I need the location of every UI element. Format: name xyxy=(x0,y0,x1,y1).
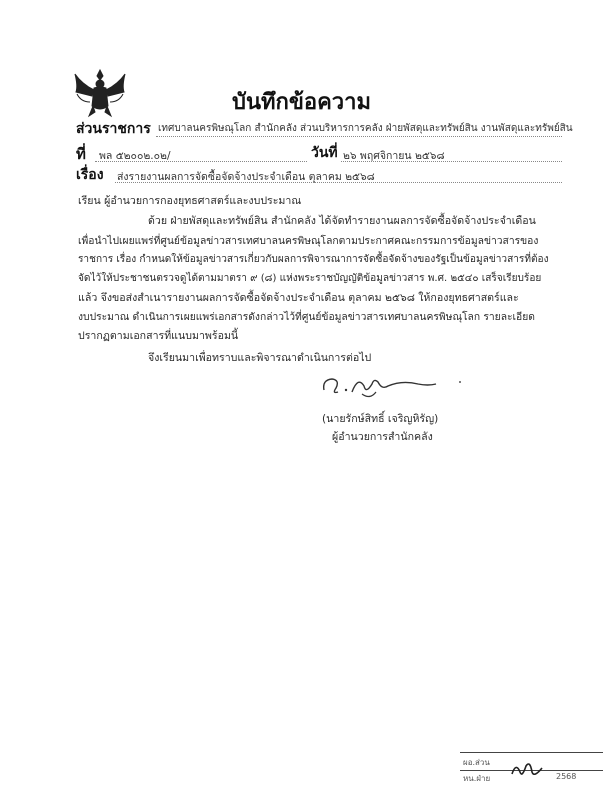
stamp-initials xyxy=(508,758,548,781)
body-line-5: แล้ว จึงขอส่งสำเนารายงานผลการจัดซื้อจัดจ้างประจำเดือน ตุลาคม ๒๕๖๘ ให้กองยุทธศาสตร์และ xyxy=(78,292,519,304)
signer-name: (นายรักษ์สิทธิ์ เจริญหิรัญ) xyxy=(322,413,439,425)
body-line-6: งบประมาณ ดำเนินการเผยแพร่เอกสารดังกล่าวไว้ที่ศูนย์ข้อมูลข่าวสารเทศบาลนครพิษณุโลก รายละเอียด xyxy=(78,311,535,323)
ref-dotline xyxy=(95,161,307,162)
date-label: วันที่ xyxy=(311,145,338,161)
body-line-2: เพื่อนำไปเผยแพร่ที่ศูนย์ข้อมูลข่าวสารเทศบาลนครพิษณุโลกตามประกาศคณะกรรมการข้อมูลข่าวสารของ xyxy=(78,235,539,247)
salutation: เรียน ผู้อำนวยการกองยุทธศาสตร์และงบประมาณ xyxy=(78,195,302,207)
memo-title: บันทึกข้อความ xyxy=(232,90,372,115)
agency-value: เทศบาลนครพิษณุโลก สำนักคลัง ส่วนบริหารการคลัง ฝ่ายพัสดุและทรัพย์สิน งานพัสดุและทรัพย์สิน xyxy=(158,123,573,134)
closing-line: จึงเรียนมาเพื่อทราบและพิจารณาดำเนินการต่อไป xyxy=(148,352,372,364)
subject-label: เรื่อง xyxy=(76,167,104,183)
date-value: ๒๖ พฤศจิกายน ๒๕๖๘ xyxy=(343,150,445,162)
body-line-4: จัดไว้ให้ประชาชนตรวจดูได้ตามมาตรา ๙ (๘) แห่งพระราชบัญญัติข้อมูลข่าวสาร พ.ศ. ๒๕๔๐ เสร็จเรียบร้อย xyxy=(78,273,542,284)
agency-label: ส่วนราชการ xyxy=(76,121,151,137)
body-line-3: ราชการ เรื่อง กำหนดให้ข้อมูลข่าวสารเกี่ยวกับผลการพิจารณาการจัดซื้อจัดจ้างของรัฐเป็นข้อมูลข่าวสารที่ต้อง xyxy=(78,254,549,265)
agency-dotline xyxy=(156,136,562,137)
subject-dotline xyxy=(115,182,562,183)
body-line-7: ปรากฏตามเอกสารที่แนบมาพร้อมนี้ xyxy=(78,330,239,342)
body-line-1: ด้วย ฝ่ายพัสดุและทรัพย์สิน สำนักคลัง ได้จัดทำรายงานผลการจัดซื้อจัดจ้างประจำเดือน xyxy=(148,215,536,227)
stamp-line-1: ผอ.ส่วน xyxy=(463,758,490,767)
ref-label: ที่ xyxy=(76,145,86,163)
signer-title: ผู้อำนวยการสำนักคลัง xyxy=(332,431,433,443)
signature xyxy=(318,370,468,404)
stamp-date: 2568 xyxy=(556,772,577,781)
stamp-line-2: หน.ฝ่าย xyxy=(463,774,491,783)
garuda-emblem xyxy=(72,66,128,118)
ref-value: พล ๕๒๐๐๒.๐๒/ xyxy=(99,150,171,162)
stamp-border-top xyxy=(460,752,603,753)
subject-value: ส่งรายงานผลการจัดซื้อจัดจ้างประจำเดือน ตุลาคม ๒๕๖๘ xyxy=(117,171,375,183)
date-dotline xyxy=(341,161,562,162)
